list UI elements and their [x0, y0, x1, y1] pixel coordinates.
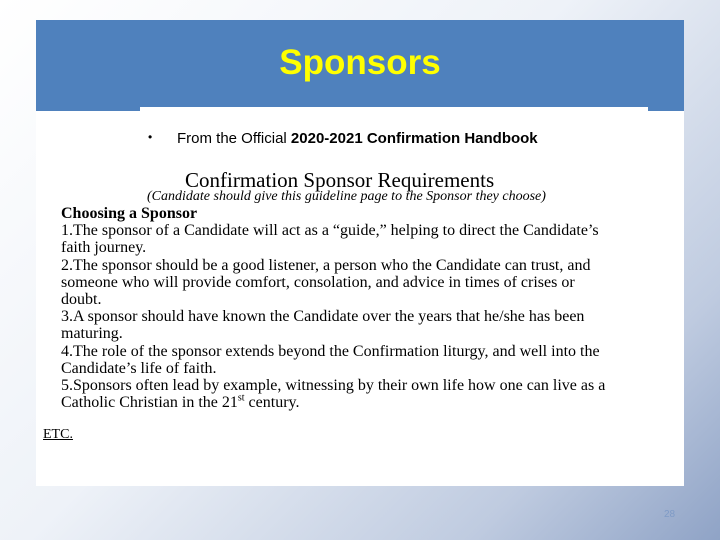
last-line-start: Catholic Christian in the 21 [61, 394, 238, 412]
requirement-line-last [61, 394, 681, 411]
guideline-note: (Candidate should give this guideline page to the Sponsor they choose) [147, 189, 546, 204]
last-line-end: century. [244, 394, 300, 412]
slide-title: Sponsors [279, 42, 441, 82]
requirement-line: 1.The sponsor of a Candidate will act as a “guide,” helping to direct the Candidate’s [61, 222, 599, 240]
subheading: Choosing a Sponsor [61, 205, 198, 222]
requirements-body [61, 205, 681, 411]
requirement-line: faith journey. [61, 239, 147, 257]
bullet-prefix: From the Official [177, 130, 291, 147]
requirement-line: someone who will provide comfort, consolation, and advice in times of crises or [61, 273, 575, 291]
requirement-line: 2.The sponsor should be a good listener, a person who the Candidate can trust, and [61, 256, 591, 274]
page-number: 28 [664, 509, 676, 520]
requirement-line: 3.A sponsor should have known the Candidate over the years that he/she has been [61, 308, 585, 326]
bullet-icon: • [148, 130, 153, 144]
title-bar [36, 20, 684, 111]
requirement-line: maturing. [61, 325, 123, 343]
requirement-line: doubt. [61, 291, 102, 309]
requirement-line: 5.Sponsors often lead by example, witnessing by their own life how one can live as a [61, 377, 606, 395]
ordinal-suffix: st [237, 392, 245, 404]
etc-link[interactable]: ETC. [43, 427, 73, 442]
requirement-line: Candidate’s life of faith. [61, 359, 217, 377]
handbook-title: 2020-2021 Confirmation Handbook [290, 130, 538, 147]
section-title: Confirmation Sponsor Requirements [185, 168, 495, 192]
bullet-text [177, 130, 538, 147]
requirement-line: 4.The role of the sponsor extends beyond the Confirmation liturgy, and well into the [61, 342, 600, 360]
